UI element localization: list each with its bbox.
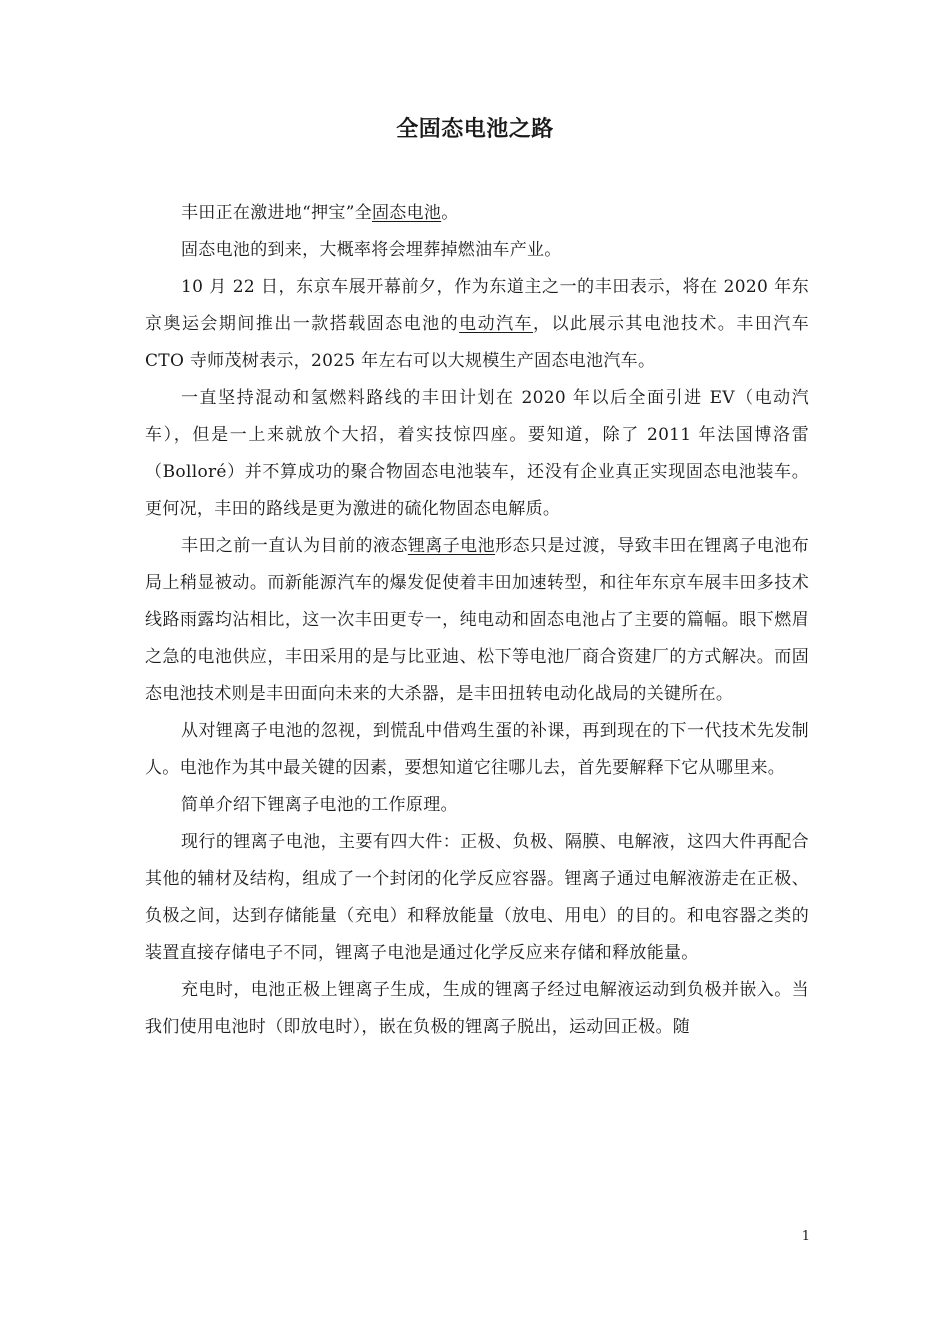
link-lithium-ion-battery[interactable]: 锂离子电池 [407,536,496,556]
page-number: 1 [801,1229,810,1244]
document-title: 全固态电池之路 [396,116,554,142]
paragraph-3 [145,269,809,380]
paragraph-5 [145,528,809,713]
paragraph-4: 一直坚持混动和氢燃料路线的丰田计划在 2020 年以后全面引进 EV（电动汽车），但是一上来就放个大招，着实技惊四座。要知道，除了 2011 年法国博洛雷（Bolloré）并不算成功的聚合物固态电池装车，还没有企业真正实现固态电池装车。更何况，丰田的路线是更为激进的硫化物固态电解质。 [145,388,809,519]
paragraph-1 [145,195,809,232]
link-electric-vehicle[interactable]: 电动汽车 [459,314,534,334]
paragraph-3-text-before: 10 月 22 日，东京车展开幕前夕，作为东道主之一的丰田表示，将在 2020 年东京奥运会期间推出一款搭载固态电池的 [145,277,809,334]
paragraph-7: 简单介绍下锂离子电池的工作原理。 [181,795,458,815]
paragraph-5-text-before: 丰田之前一直认为目前的液态 [181,536,408,556]
paragraph-1-text-before: 丰田正在激进地“押宝”全 [181,203,372,223]
paragraph-8: 现行的锂离子电池，主要有四大件：正极、负极、隔膜、电解液，这四大件再配合其他的辅材及结构，组成了一个封闭的化学反应容器。锂离子通过电解液游走在正极、负极之间，达到存储能量（充电）和释放能量（放电、用电）的目的。和电容器之类的装置直接存储电子不同，锂离子电池是通过化学反应来存储和释放能量。 [145,832,809,963]
document-body [145,195,809,1046]
paragraph-1-text-after: 。 [441,203,459,223]
paragraph-5-text-after: 形态只是过渡，导致丰田在锂离子电池布局上稍显被动。而新能源汽车的爆发促使着丰田加速转型，和往年东京车展丰田多技术线路雨露均沾相比，这一次丰田更专一，纯电动和固态电池占了主要的篇幅。眼下燃眉之急的电池供应，丰田采用的是与比亚迪、松下等电池厂商合资建厂的方式解决。而固态电池技术则是丰田面向未来的大杀器，是丰田扭转电动化战局的关键所在。 [145,536,809,704]
link-solid-state-battery[interactable]: 固态电池 [371,203,442,223]
paragraph-6: 从对锂离子电池的忽视，到慌乱中借鸡生蛋的补课，再到现在的下一代技术先发制人。电池作为其中最关键的因素，要想知道它往哪儿去，首先要解释下它从哪里来。 [145,721,809,778]
paragraph-9: 充电时，电池正极上锂离子生成，生成的锂离子经过电解液运动到负极并嵌入。当我们使用电池时（即放电时），嵌在负极的锂离子脱出，运动回正极。随 [145,980,809,1037]
paragraph-2: 固态电池的到来，大概率将会埋葬掉燃油车产业。 [181,240,562,260]
paragraph-3-text-after: ，以此展示其电池技术。丰田汽车 CTO 寺师茂树表示，2025 年左右可以大规模生产固态电池汽车。 [145,314,810,371]
